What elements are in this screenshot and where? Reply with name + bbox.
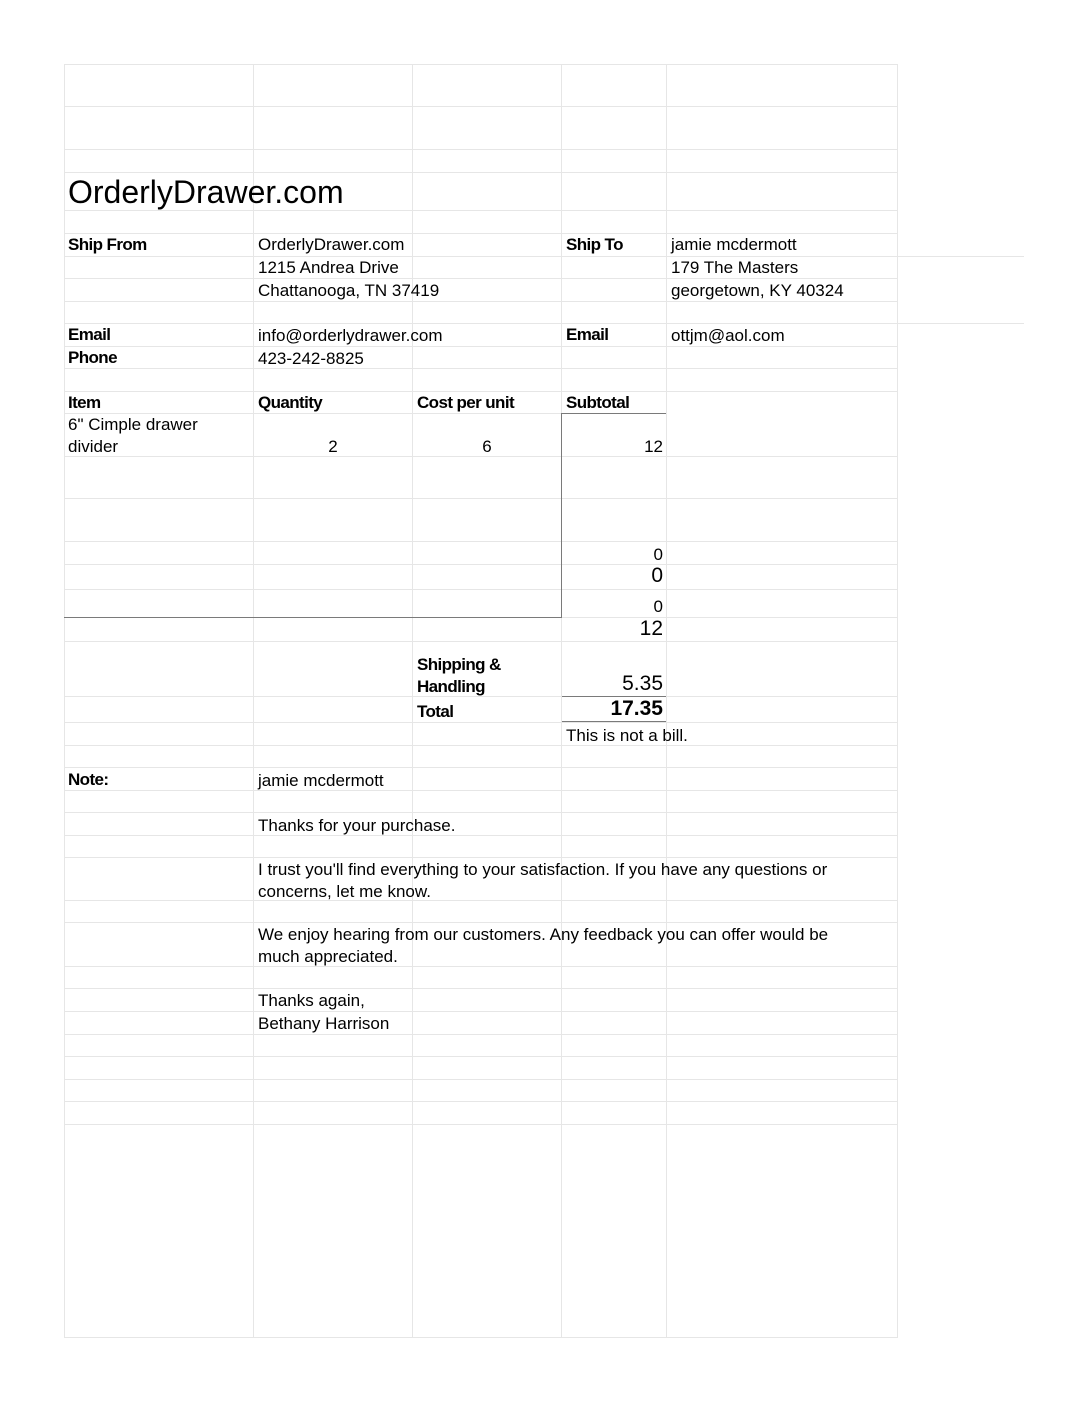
note-paragraph-1: I trust you'll find everything to your satisfaction. If you have any questions or concerns, let me know. xyxy=(258,860,828,901)
disclaimer: This is not a bill. xyxy=(566,726,688,745)
item-quantity: 2 xyxy=(328,437,338,456)
note-thanks: Thanks for your purchase. xyxy=(258,816,456,835)
ship-to-line-1: jamie mcdermott xyxy=(671,235,797,254)
item-subtotal: 12 xyxy=(644,437,663,456)
note-paragraph-2: We enjoy hearing from our customers. Any feedback you can offer would be much appreciated. xyxy=(258,925,829,966)
subtotal-zero-1: 0 xyxy=(653,545,663,564)
column-header-quantity: Quantity xyxy=(258,393,323,412)
ship-to-line-2: 179 The Masters xyxy=(671,258,799,277)
ship-from-label: Ship From xyxy=(68,235,147,254)
subtotal-zero-3: 0 xyxy=(653,597,663,616)
column-header-item: Item xyxy=(68,393,101,412)
subtotal-sum: 12 xyxy=(639,617,663,640)
ship-from-line-2: 1215 Andrea Drive xyxy=(258,258,399,277)
phone-value: 423-242-8825 xyxy=(258,349,364,368)
total-label: Total xyxy=(417,702,454,721)
phone-label: Phone xyxy=(68,348,117,367)
item-cost: 6 xyxy=(482,437,492,456)
ship-from-line-1: OrderlyDrawer.com xyxy=(258,235,405,254)
note-recipient: jamie mcdermott xyxy=(258,771,384,790)
note-label: Note: xyxy=(68,770,109,789)
ship-from-line-3: Chattanooga, TN 37419 xyxy=(258,281,440,300)
note-signature: Bethany Harrison xyxy=(258,1014,390,1033)
ship-to-email-label: Email xyxy=(566,325,609,344)
total-value: 17.35 xyxy=(610,697,663,720)
ship-from-email: info@orderlydrawer.com xyxy=(258,326,443,345)
shipping-value: 5.35 xyxy=(622,672,663,695)
ship-to-line-3: georgetown, KY 40324 xyxy=(671,281,844,300)
column-header-subtotal: Subtotal xyxy=(566,393,630,412)
note-closing: Thanks again, xyxy=(258,991,365,1010)
column-header-cost: Cost per unit xyxy=(417,393,515,412)
ship-to-email: ottjm@aol.com xyxy=(671,326,785,345)
shipping-label: Shipping & Handling xyxy=(417,655,501,696)
subtotal-zero-2: 0 xyxy=(651,564,663,587)
ship-from-email-label: Email xyxy=(68,325,111,344)
ship-to-label: Ship To xyxy=(566,235,623,254)
item-description: 6" Cimple drawer divider xyxy=(68,415,198,456)
company-title: OrderlyDrawer.com xyxy=(68,174,344,210)
